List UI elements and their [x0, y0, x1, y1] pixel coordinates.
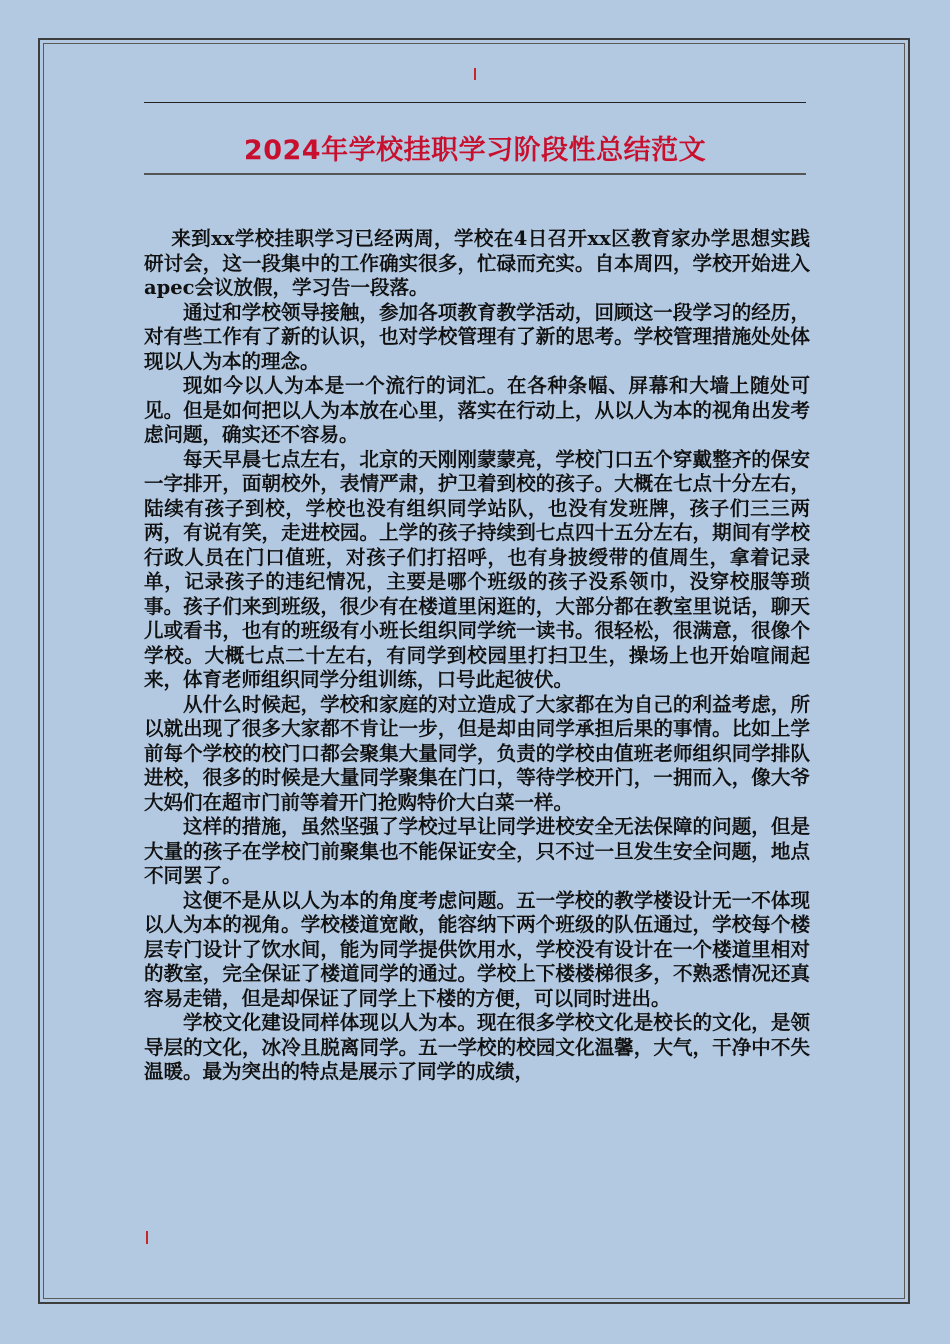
paragraph: 通过和学校领导接触，参加各项教育教学活动，回顾这一段学习的经历，对有些工作有了新的认识，也对学校管理有了新的思考。学校管理措施处处体现以人为本的理念。 [144, 300, 810, 373]
paragraph: 学校文化建设同样体现以人为本。现在很多学校文化是校长的文化，是领导层的文化，冰冷且脱离同学。五一学校的校园文化温馨，大气，干净中不失温暖。最为突出的特点是展示了同学的成绩， [144, 1011, 810, 1083]
paragraph: 从什么时候起，学校和家庭的对立造成了大家都在为自己的利益考虑，所以就出现了很多大家都不肯让一步，但是却由同学承担后果的事情。比如上学前每个学校的校门口都会聚集大量同学，负责的学校由值班老师组织同学排队进校，很多的时候是大量同学聚集在门口，等待学校开门，一拥而入，像大爷大妈们在超市门前等着开门抢购特价大白菜一样。 [144, 692, 810, 814]
title-rule [144, 173, 806, 175]
paragraph: 每天早晨七点左右，北京的天刚刚蒙蒙亮，学校门口五个穿戴整齐的保安一字排开，面朝校外，表情严肃，护卫着到校的孩子。大概在七点十分左右，陆续有孩子到校，学校也没有组织同学站队，也没有发班牌，孩子们三三两两，有说有笑，走进校园。上学的孩子持续到七点四十五分左右，期间有学校行政人员在门口值班，对孩子们打招呼，也有身披绶带的值周生，拿着记录单，记录孩子的违纪情况，主要是哪个班级的孩子没系领巾，没穿校服等琐事。孩子们来到班级，很少有在楼道里闲逛的，大部分都在教室里说话，聊天儿或看书，也有的班级有小班长组织同学统一读书。很轻松，很满意，很像个学校。大概七点二十左右，有同学到校园里打扫卫生，操场上也开始喧闹起来，体育老师组织同学分组训练，口号此起彼伏。 [144, 447, 810, 691]
document-title: 2024年学校挂职学习阶段性总结范文 [243, 135, 707, 166]
paragraph: 现如今以人为本是一个流行的词汇。在各种条幅、屏幕和大墙上随处可见。但是如何把以人为本放在心里，落实在行动上，从以人为本的视角出发考虑问题，确实还不容易。 [144, 374, 810, 446]
paragraph: 这样的措施，虽然坚强了学校过早让同学进校安全无法保障的问题，但是大量的孩子在学校门前聚集也不能保证安全，只不过一旦发生安全问题，地点不同罢了。 [144, 815, 810, 887]
paragraph: 这便不是从以人为本的角度考虑问题。五一学校的教学楼设计无一不体现以人为本的视角。学校楼道宽敞，能容纳下两个班级的队伍通过，学校每个楼层专门设计了饮水间，能为同学提供饮用水，学校没有设计在一个楼道里相对的教室，完全保证了楼道同学的通过。学校上下楼楼梯很多，不熟悉情况还真容易走错，但是却保证了同学上下楼的方便，可以同时进出。 [144, 888, 810, 1010]
footer-mark [146, 1231, 148, 1244]
header-mark [474, 68, 476, 80]
header-rule [144, 102, 806, 103]
document-body [144, 227, 810, 1085]
paragraph: 来到xx学校挂职学习已经两周，学校在4日召开xx区教育家办学思想实践研讨会，这一段集中的工作确实很多，忙碌而充实。自本周四，学校开始进入apec会议放假，学习告一段落。 [144, 227, 810, 299]
